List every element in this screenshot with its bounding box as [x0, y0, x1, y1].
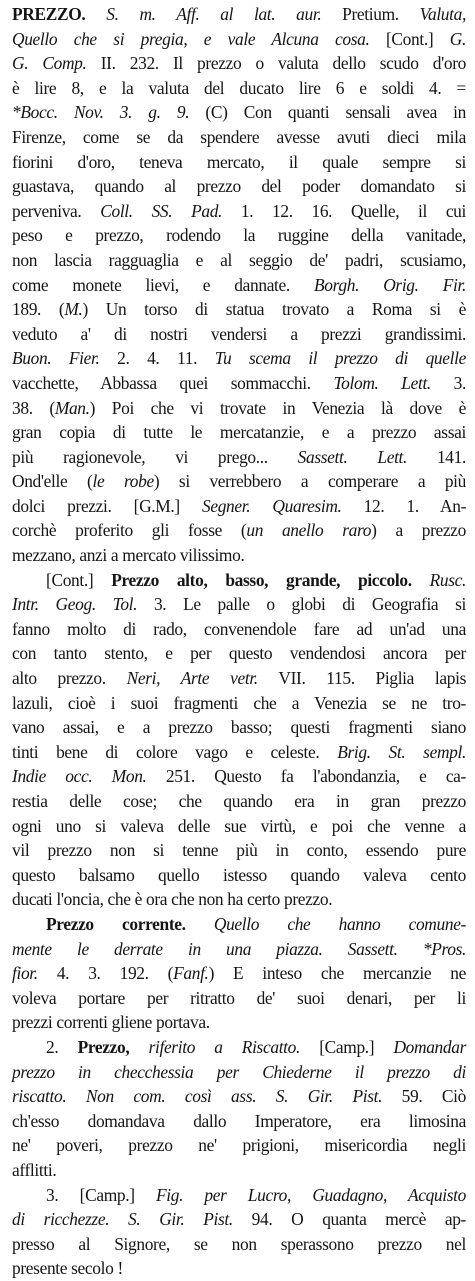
text-line — [12, 51, 466, 76]
body-text: ducati l'oncia, che è ora che non ha certo prezzo. — [12, 889, 333, 910]
text-line — [12, 1109, 466, 1134]
text-line — [12, 125, 466, 150]
body-text: dolci prezzi. [G.M.] — [12, 495, 202, 516]
citation-text: Quello che hanno comune- — [213, 913, 466, 934]
text-line — [12, 27, 466, 52]
body-text — [129, 1037, 148, 1057]
citation-text: Brig. St. sempl. — [337, 741, 466, 762]
body-text: ch'esso domandava dallo Imperatore, era limosina — [12, 1110, 466, 1131]
citation-text: Segner. Quaresim. — [202, 495, 342, 516]
body-text: vil prezzo non si tenne più in conto, essendo pure — [12, 840, 466, 861]
text-line — [12, 1183, 466, 1208]
body-text: fanno molto di rado, convenendole fare ad un'ad una — [12, 618, 466, 639]
headword-text: Prezzo corrente. — [46, 913, 186, 934]
body-text: con tanto stento, e per questo vendendosi ancora per — [12, 643, 466, 664]
body-text: come monete lievi, e dannate. — [12, 274, 315, 295]
body-text: 59. Ciò — [382, 1086, 466, 1107]
body-text: fiorini d'oro, teneva mercato, il quale sempre si — [12, 151, 466, 172]
body-text: [Cont.] — [46, 569, 112, 590]
text-line — [12, 1207, 466, 1232]
body-text: Pretium. — [321, 4, 420, 24]
text-line — [12, 100, 466, 125]
body-text: 2. 4. 11. — [99, 348, 215, 369]
text-line — [12, 199, 466, 224]
citation-text: Man. — [54, 397, 90, 418]
body-text: 251. Questo fa l'abondanzia, e ca- — [146, 766, 466, 787]
body-text: 3. [Camp.] — [46, 1184, 156, 1205]
text-line — [12, 617, 466, 642]
citation-text: Quello che si pregia, e vale Alcuna cosa. — [12, 28, 370, 49]
citation-text: Domandar — [393, 1036, 467, 1057]
body-text: vano assai, e a prezzo basso; questi fragmenti siano — [12, 717, 466, 738]
text-line — [12, 740, 466, 765]
body-text: prezzi correnti gliene portava. — [12, 1012, 210, 1033]
text-line — [12, 961, 466, 986]
citation-text: G. Comp. — [12, 53, 87, 74]
citation-text: Tu scema il prezzo di quelle — [214, 348, 466, 369]
text-line — [12, 150, 466, 175]
text-line — [12, 1010, 466, 1035]
headword-text: PREZZO. — [12, 4, 86, 24]
text-line — [12, 445, 466, 470]
text-line — [12, 986, 466, 1011]
citation-text: prezzo in checchessia per Chiederne il prezzo di — [12, 1061, 466, 1082]
text-line — [12, 887, 466, 912]
citation-text: G. — [449, 28, 466, 49]
text-line — [12, 666, 466, 691]
text-line — [12, 863, 466, 888]
text-line — [12, 641, 466, 666]
citation-text: riscatto. Non com. così ass. S. Gir. Pist. — [12, 1086, 383, 1107]
text-line — [12, 543, 466, 568]
citation-text: di ricchezze. S. Gir. Pist. — [12, 1209, 233, 1230]
body-text: 38. ( — [12, 397, 55, 418]
text-line — [12, 396, 466, 421]
body-text: presente secolo ! — [12, 1258, 123, 1279]
body-text — [85, 4, 106, 24]
body-text — [186, 914, 214, 934]
citation-text: riferito a Riscatto. — [148, 1036, 300, 1057]
body-text: gran copia di tutte le mercatanzie, e a prezzo assai — [12, 422, 466, 443]
body-text: Firenze, come se da spendere avesse avuti dieci mila — [12, 126, 466, 147]
text-line — [12, 1035, 466, 1060]
body-text: veduto a' di nostri vendersi a prezzi grandissimi. — [12, 323, 466, 344]
text-line — [12, 494, 466, 519]
headword-text: Prezzo alto, basso, grande, piccolo. — [111, 569, 412, 590]
body-text: 1. 12. 16. Quelle, il cui — [222, 200, 467, 221]
text-line — [12, 814, 466, 839]
body-text: 3. — [430, 372, 466, 393]
body-text: lazuli, cioè i suoi fragmenti che a Venezia se ne tro- — [12, 692, 466, 713]
text-line — [12, 838, 466, 863]
citation-text: Coll. SS. Pad. — [100, 200, 223, 221]
text-line — [12, 1060, 466, 1085]
text-line — [12, 518, 466, 543]
body-text: 141. — [407, 446, 466, 467]
body-text: corchè proferito gli fosse ( — [12, 520, 247, 541]
text-line — [12, 420, 466, 445]
text-line — [12, 764, 466, 789]
citation-text: un anello raro — [246, 520, 372, 541]
body-text: VII. 115. Piglia lapis — [257, 668, 466, 689]
body-text: 12. 1. An- — [341, 495, 467, 516]
text-line — [12, 568, 466, 593]
text-line — [12, 322, 466, 347]
body-text: voleva portare per ritratto de' suoi denari, per li — [12, 987, 466, 1008]
body-text: [Camp.] — [300, 1036, 394, 1057]
body-text: alto prezzo. — [12, 668, 127, 689]
text-line — [12, 789, 466, 814]
text-line — [12, 273, 466, 298]
text-line — [12, 592, 466, 617]
body-text: presso al Signore, se non sperassono prezzo nel — [12, 1233, 466, 1254]
citation-text: fior. — [12, 963, 38, 984]
body-text: afflitti. — [12, 1159, 57, 1180]
text-line — [12, 691, 466, 716]
citation-text: S. m. Aff. al lat. aur. — [106, 4, 322, 24]
citation-text: Intr. Geog. Tol. — [12, 594, 138, 615]
body-text: 189. ( — [12, 299, 65, 320]
body-text: non lascia ragguaglia e al seggio de' padri, scusiamo, — [12, 249, 466, 270]
text-line — [12, 715, 466, 740]
body-text: peso e prezzo, rodendo la ruggine della vanitade, — [12, 225, 466, 246]
body-text: mezzano, anzi a mercato vilissimo. — [12, 545, 245, 566]
text-line — [12, 248, 466, 273]
body-text: ) E inteso che mercanzie ne — [208, 963, 466, 984]
body-text: questo balsamo quello istesso quando valeva cento — [12, 864, 466, 885]
citation-text: mente le derrate in una piazza. Sassett. *Pros. — [12, 938, 466, 959]
body-text: [Cont.] — [369, 28, 450, 49]
body-text: Ond'elle ( — [12, 471, 93, 492]
text-line — [12, 1158, 466, 1183]
citation-text: Fanf. — [173, 963, 209, 984]
citation-text: Rusc. — [429, 569, 467, 590]
citation-text: Valuta, — [419, 4, 466, 24]
text-line — [12, 1133, 466, 1158]
citation-text: Indie occ. Mon. — [12, 766, 147, 787]
citation-text: Buon. Fier. — [12, 348, 100, 369]
body-text: ne' poveri, prezzo ne' prigioni, misericordia negli — [12, 1135, 466, 1156]
body-text: restia delle cose; che quando era in gran prezzo — [12, 791, 466, 811]
citation-text: Fig. per Lucro, Guadagno, Acquisto — [156, 1184, 466, 1205]
body-text: tinti bene di colore vago e celeste. — [12, 741, 338, 762]
text-line — [12, 76, 466, 101]
citation-text: Borgh. Orig. Fir. — [314, 274, 466, 295]
body-text: è lire 8, e la valuta del ducato lire 6 e soldi 4. = — [12, 77, 466, 98]
text-line — [12, 174, 466, 199]
body-text: 94. O quanta mercè ap- — [232, 1209, 466, 1230]
text-line — [12, 371, 466, 396]
body-text: ) a prezzo — [371, 520, 467, 541]
text-line — [12, 912, 466, 937]
body-text: II. 232. Il prezzo o valuta dello scudo d'oro — [86, 53, 466, 74]
text-line — [12, 469, 466, 494]
text-line — [12, 1084, 466, 1109]
body-text: 2. — [46, 1036, 78, 1057]
body-text: ) si verrebbero a comperare a più — [153, 471, 467, 492]
body-text: 3. Le palle o globi di Geografia si — [137, 594, 466, 615]
citation-text: Neri, Arte vetr. — [126, 668, 258, 689]
citation-text: Tolom. Lett. — [333, 372, 431, 393]
body-text: ) Poi che vi trovate in Venezia là dove è — [89, 397, 466, 418]
citation-text: le robe — [92, 471, 154, 492]
text-line — [12, 1232, 466, 1257]
headword-text: Prezzo, — [77, 1036, 130, 1057]
text-line — [12, 223, 466, 248]
body-text: ogni uno si valeva delle sue virtù, e poi che venne a — [12, 815, 466, 836]
body-text: (C) Con quanti sensali avea in — [189, 102, 466, 123]
text-line — [12, 297, 466, 322]
citation-text: *Bocc. Nov. 3. g. 9. — [12, 102, 190, 123]
body-text: più ragionevole, vi prego... — [12, 446, 298, 467]
body-text: vacchette, Abbassa quei sommacchi. — [12, 372, 334, 393]
body-text: guastava, quando al prezzo del poder domandato si — [12, 176, 466, 197]
body-text — [412, 570, 430, 590]
text-line — [12, 1256, 466, 1281]
text-line — [12, 937, 466, 962]
text-line — [12, 346, 466, 371]
body-text: 4. 3. 192. ( — [37, 963, 174, 984]
body-text: ) Un torso di statua trovato a Roma si è — [82, 299, 466, 320]
body-text: perveniva. — [12, 200, 101, 221]
citation-text: M. — [64, 299, 83, 320]
citation-text: Sassett. Lett. — [297, 446, 408, 467]
text-line — [12, 2, 466, 27]
